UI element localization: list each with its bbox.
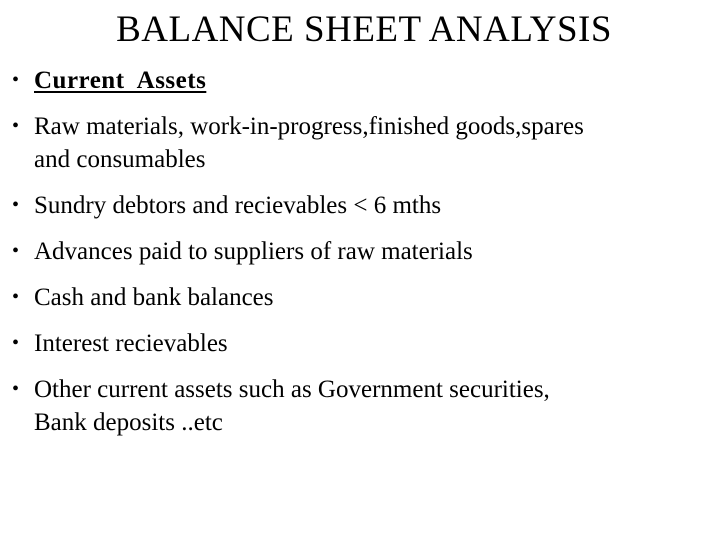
bullet-item-interest [12, 327, 712, 360]
bullet-icon: • [12, 69, 20, 91]
slide-title: BALANCE SHEET ANALYSIS [116, 9, 612, 50]
bullet-text: Raw materials, work-in-progress,finished goods,spares and consumables [34, 113, 584, 173]
bullet-item-cash-bank [12, 281, 712, 314]
bullet-text: Current Assets [34, 67, 207, 94]
bullet-item-other-current-assets [12, 373, 712, 439]
bullet-text: Cash and bank balances [34, 284, 274, 311]
bullet-item-current-assets [12, 64, 712, 97]
bullet-icon: • [12, 332, 20, 354]
bullet-text: Interest recievables [34, 330, 228, 357]
bullet-icon: • [12, 378, 20, 400]
bullet-item-sundry-debtors [12, 189, 712, 222]
bullet-text: Other current assets such as Government securities, Bank deposits ..etc [34, 376, 550, 436]
bullet-item-raw-materials [12, 110, 712, 176]
bullet-item-advances [12, 235, 712, 268]
bullet-icon: • [12, 194, 20, 216]
bullet-text: Sundry debtors and recievables < 6 mths [34, 192, 442, 219]
bullet-icon: • [12, 286, 20, 308]
bullet-icon: • [12, 240, 20, 262]
bullet-icon: • [12, 115, 20, 137]
bullet-list [12, 64, 712, 452]
bullet-text: Advances paid to suppliers of raw materials [34, 238, 473, 265]
